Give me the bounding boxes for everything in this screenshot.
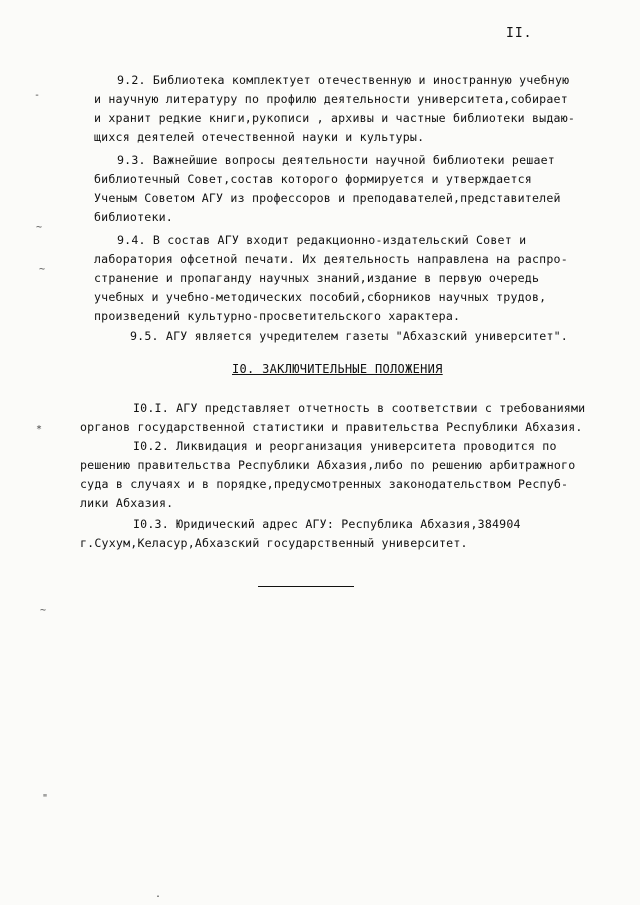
- text-line: решению правительства Республики Абхазия,либо по решению арбитражного: [80, 458, 576, 472]
- scan-speck: ~: [36, 222, 43, 233]
- text-line: и хранит редкие книги,рукописи , архивы и частные библиотеки выдаю-: [94, 111, 576, 125]
- text-line: I0.I. АГУ представляет отчетность в соответствии с требованиями: [133, 401, 586, 415]
- text-line: Ученым Советом АГУ из профессоров и преподавателей,представителей: [94, 191, 561, 205]
- text-line: 9.4. В состав АГУ входит редакционно-издательский Совет и: [117, 233, 527, 247]
- text-line: щихся деятелей отечественной науки и культуры.: [94, 130, 425, 144]
- text-line: библиотечный Совет,состав которого формируется и утверждается: [94, 172, 532, 186]
- text-line: лики Абхазия.: [80, 496, 174, 510]
- scan-speck: ": [42, 793, 49, 804]
- section-heading: I0. ЗАКЛЮЧИТЕЛЬНЫЕ ПОЛОЖЕНИЯ: [232, 362, 443, 376]
- text-line: I0.3. Юридический адрес АГУ: Республика Абхазия,384904: [133, 517, 521, 531]
- text-line: I0.2. Ликвидация и реорганизация университета проводится по: [133, 439, 557, 453]
- scan-speck: .: [155, 889, 162, 900]
- text-line: органов государственной статистики и правительства Республики Абхазия.: [80, 420, 583, 434]
- text-line: 9.2. Библиотека комплектует отечественную и иностранную учебную: [117, 73, 570, 87]
- text-line: библиотеки.: [94, 210, 173, 224]
- text-line: 9.5. АГУ является учредителем газеты "Абхазский университет".: [130, 329, 568, 343]
- page-number: II.: [506, 26, 533, 41]
- text-line: г.Сухум,Келасур,Абхазский государственный университет.: [80, 536, 468, 550]
- end-rule: [258, 586, 354, 587]
- text-line: учебных и учебно-методических пособий,сборников научных трудов,: [94, 290, 547, 304]
- text-line: 9.3. Важнейшие вопросы деятельности научной библиотеки решает: [117, 153, 555, 167]
- text-line: странение и пропаганду научных знаний,издание в первую очередь: [94, 271, 540, 285]
- scan-speck: ~: [40, 605, 47, 616]
- text-line: лаборатория офсетной печати. Их деятельность направлена на распро-: [94, 252, 568, 266]
- scan-speck: ~: [39, 264, 46, 275]
- scan-speck: -: [34, 90, 41, 101]
- text-line: произведений культурно-просветительского характера.: [94, 309, 461, 323]
- text-line: суда в случаях и в порядке,предусмотренных законодательством Респуб-: [80, 477, 569, 491]
- scan-speck: *: [36, 424, 43, 435]
- text-line: и научную литературу по профилю деятельности университета,собирает: [94, 92, 568, 106]
